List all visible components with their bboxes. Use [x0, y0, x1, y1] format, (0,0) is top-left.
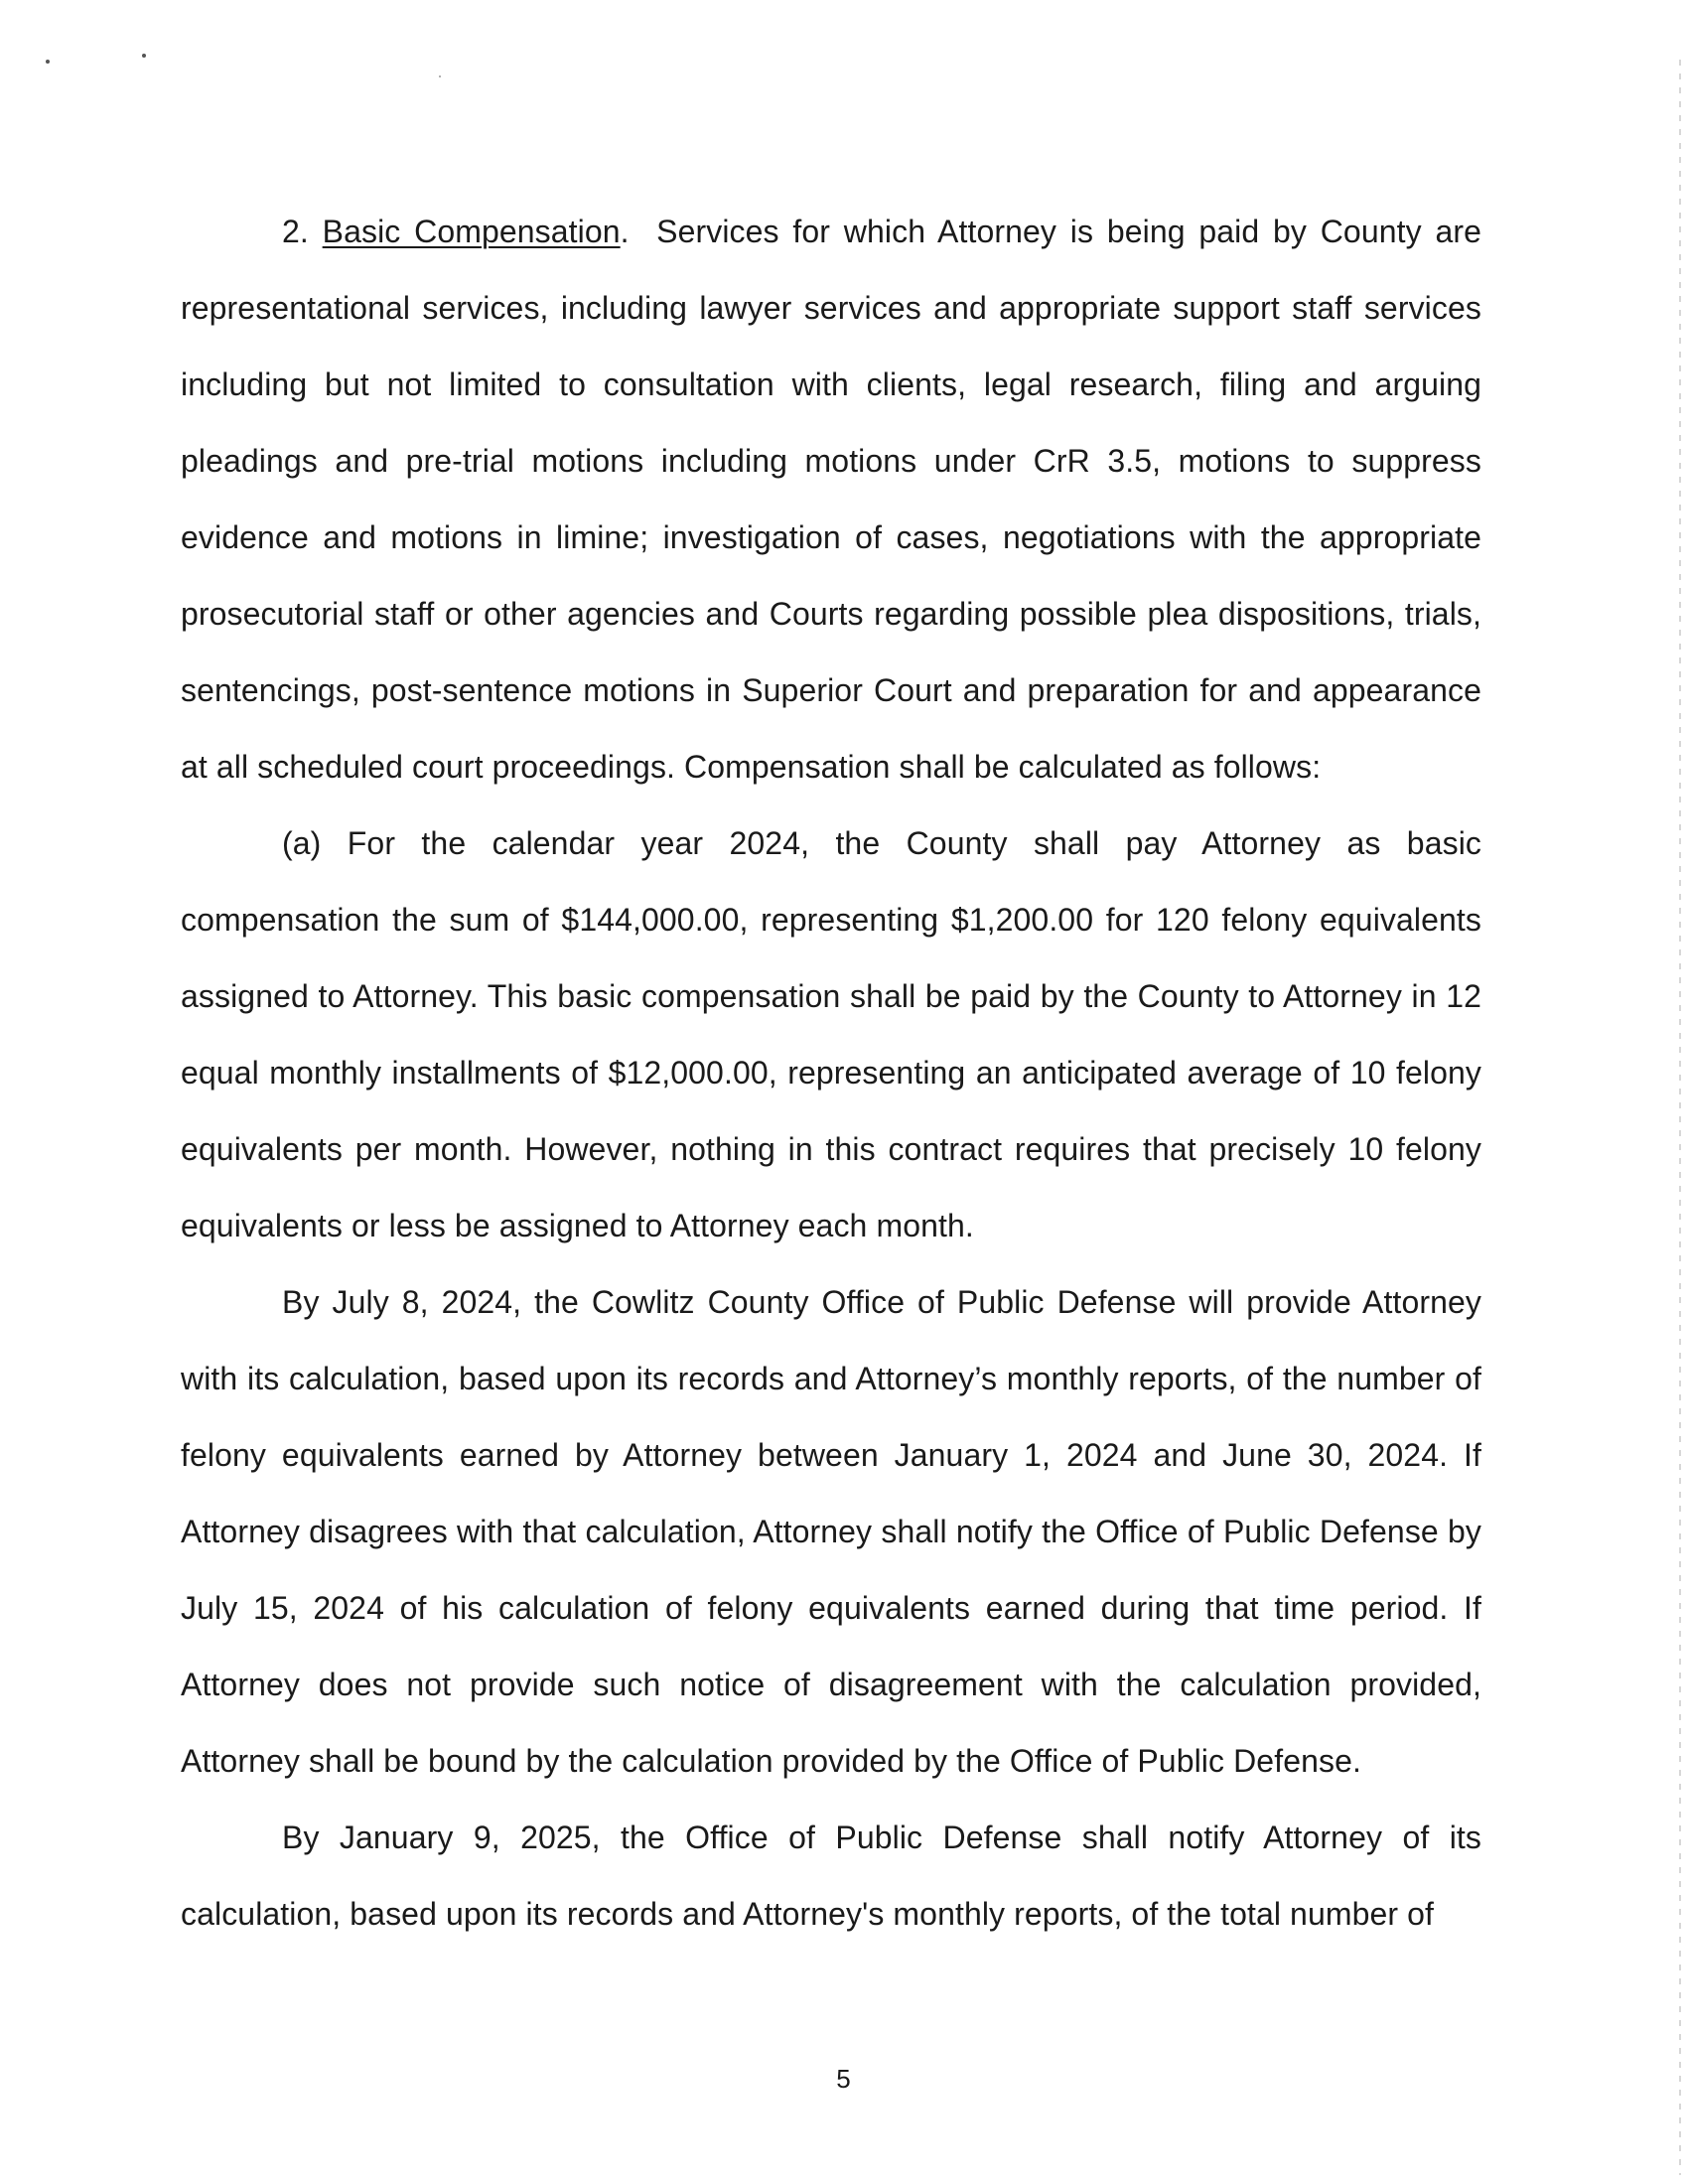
document-body: [181, 194, 1481, 1953]
section-heading: Basic Compensation: [322, 214, 621, 249]
scan-speck: [142, 54, 146, 58]
section-number: 2.: [282, 214, 309, 249]
scan-speck: [46, 60, 50, 64]
section-intro-text: Services for which Attorney is being paid by County are representational services, including lawyer services and appropriate support staff services including but not limited to consultation with clients, legal research, filing and arguing pleadings and pre-trial motions including motions under CrR 3.5, motions to suppress evidence and motions in limine; investigation of cases, negotiations with the appropriate prosecutorial staff or other agencies and Courts regarding possible plea dispositions, trials, sentencings, post-sentence motions in Superior Court and preparation for and appearance at all scheduled court proceedings. Compensation shall be calculated as follows:: [181, 214, 1481, 785]
page-number: 5: [836, 2064, 851, 2094]
section-paragraph: [181, 194, 1481, 805]
paragraph-january-calculation: By January 9, 2025, the Office of Public Defense shall notify Attorney of its calculation, based upon its records and Attorney's monthly reports, of the total number of: [181, 1820, 1481, 1932]
scan-edge-line: [1679, 60, 1681, 2175]
scan-speck: [439, 75, 441, 77]
paragraph-july-calculation: By July 8, 2024, the Cowlitz County Office of Public Defense will provide Attorney with its calculation, based upon its records and Attorney’s monthly reports, of the number of felony equivalents earned by Attorney between January 1, 2024 and June 30, 2024. If Attorney disagrees with that calculation, Attorney shall notify the Office of Public Defense by July 15, 2024 of his calculation of felony equivalents earned during that time period. If Attorney does not provide such notice of disagreement with the calculation provided, Attorney shall be bound by the calculation provided by the Office of Public Defense.: [181, 1284, 1481, 1779]
section-heading-period: .: [620, 214, 630, 249]
paragraph-basic-compensation: (a) For the calendar year 2024, the County shall pay Attorney as basic compensation the sum of $144,000.00, representing $1,200.00 for 120 felony equivalents assigned to Attorney. This basic compensation shall be paid by the County to Attorney in 12 equal monthly installments of $12,000.00, representing an anticipated average of 10 felony equivalents per month. However, nothing in this contract requires that precisely 10 felony equivalents or less be assigned to Attorney each month.: [181, 825, 1481, 1243]
